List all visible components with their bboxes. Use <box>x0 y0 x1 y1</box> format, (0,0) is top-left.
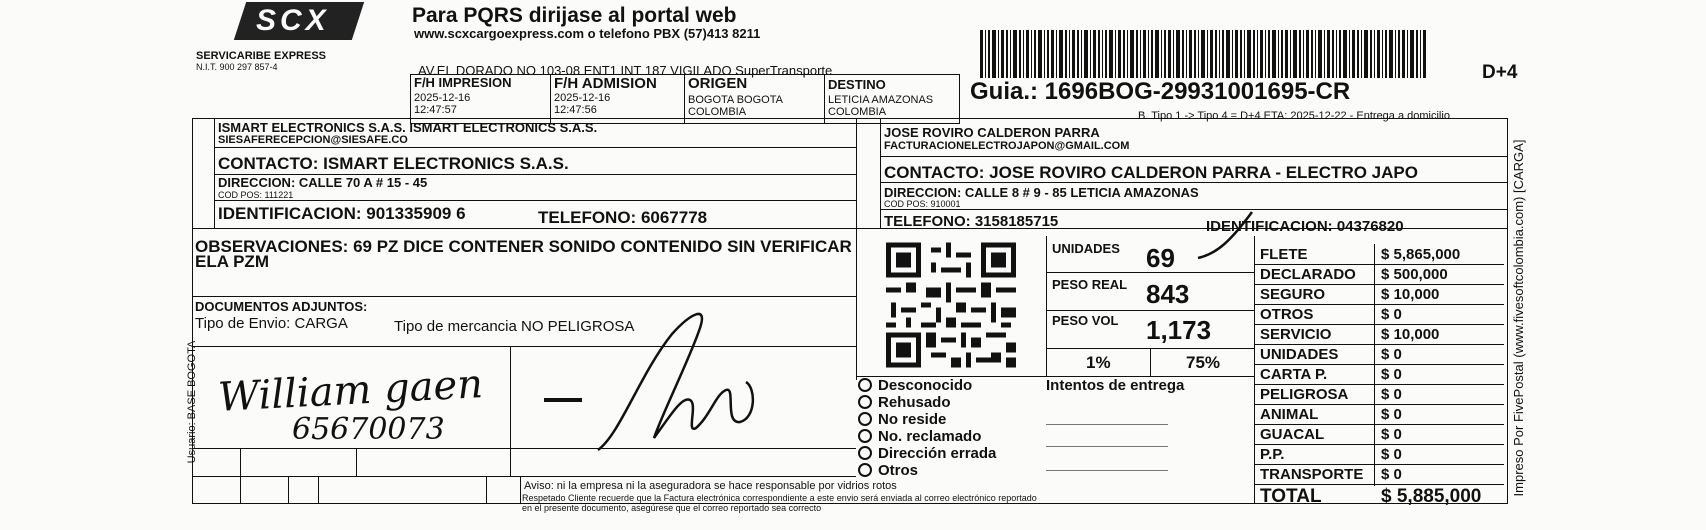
intentos-label: Intentos de entrega <box>1046 377 1185 394</box>
origen-country: COLOMBIA <box>688 106 747 118</box>
observaciones-line1: OBSERVACIONES: 69 PZ DICE CONTENER SONIDO CONTENIDO SIN VERIFICAR <box>195 237 852 256</box>
total-value: $ 5,885,000 <box>1381 486 1482 507</box>
charge-value: $ 10,000 <box>1381 286 1440 303</box>
guia-number: Guia.: 1696BOG-29931001695-CR <box>970 78 1351 105</box>
charge-value: $ 5,865,000 <box>1381 246 1461 263</box>
charge-value: $ 0 <box>1381 346 1402 363</box>
tipo-note: B. Tipo 1 -> Tipo 4 = D+4 ETA: 2025-12-22 - Entrega a domicilio <box>1138 110 1450 122</box>
company-name: SERVICARIBE EXPRESS <box>196 50 327 62</box>
peso-real-label: PESO REAL <box>1052 277 1128 292</box>
respetado-2: en el presente documento, asegúrese que el correo reportado sea correcto <box>522 503 822 513</box>
charge-value: $ 0 <box>1381 366 1402 383</box>
documentos-label: DOCUMENTOS ADJUNTOS: <box>195 299 368 314</box>
charge-label: P.P. <box>1260 446 1285 463</box>
charge-label: ANIMAL <box>1260 406 1319 423</box>
sender-contacto: CONTACTO: ISMART ELECTRONICS S.A.S. <box>218 154 569 173</box>
pct2: 75% <box>1186 353 1221 372</box>
service-code: D+4 <box>1482 62 1518 83</box>
charge-row <box>1256 444 1502 464</box>
handwritten-name: William gaen <box>216 361 484 421</box>
sender-email: SIESAFERECEPCION@SIESAFE.CO <box>218 134 408 146</box>
total-row <box>1256 484 1502 506</box>
status-direccion-errada[interactable]: Dirección errada <box>858 445 996 462</box>
handwritten-number: 65670073 <box>292 412 445 447</box>
qr-code <box>886 242 1016 368</box>
destino-label: DESTINO <box>828 77 886 92</box>
origen-label: ORIGEN <box>688 75 748 92</box>
aviso: Aviso: ni la empresa ni la aseguradora se hace responsable por vidrios rotos <box>524 480 897 492</box>
destino-country: COLOMBIA <box>828 106 887 118</box>
charge-row <box>1256 364 1502 384</box>
company-logo <box>238 0 360 42</box>
sender-identificacion: IDENTIFICACION: 901335909 6 <box>218 204 466 223</box>
charge-label: GUACAL <box>1260 426 1325 443</box>
receiver-direccion: DIRECCION: CALLE 8 # 9 - 85 LETICIA AMAZONAS <box>884 185 1199 200</box>
admision-label: F/H ADMISION <box>554 75 657 92</box>
charge-row <box>1256 404 1502 424</box>
charge-value: $ 0 <box>1381 386 1402 403</box>
sender-telefono: TELEFONO: 6067778 <box>538 208 708 227</box>
charge-row <box>1256 324 1502 344</box>
charge-value: $ 0 <box>1381 426 1402 443</box>
status-desconocido[interactable]: Desconocido <box>858 377 996 394</box>
charge-label: CARTA P. <box>1260 366 1328 383</box>
charge-row <box>1256 304 1502 324</box>
charge-row <box>1256 264 1502 284</box>
admision-date: 2025-12-16 <box>554 92 611 104</box>
charge-value: $ 0 <box>1381 306 1402 323</box>
receiver-contacto: CONTACTO: JOSE ROVIRO CALDERON PARRA - ELECTRO JAPO <box>884 163 1418 182</box>
signature <box>530 304 790 460</box>
unidades-label: UNIDADES <box>1052 241 1120 256</box>
respetado-1: Respetado Cliente recuerde que la Factura electrónica correspondiente a este envio será enviada al correo electrónico reportado <box>522 493 1037 503</box>
impresion-label: F/H IMPRESION <box>414 75 512 90</box>
charge-row <box>1256 284 1502 304</box>
impreso-side: Impreso Por FivePostal (www.fivesoftcolombia.com) [CARGA] <box>1511 139 1526 497</box>
company-address: AV.EL DORADO NO 103-08 ENT1 INT 187 VIGILADO SuperTransporte <box>418 63 833 78</box>
charge-row <box>1256 344 1502 364</box>
tipo-mercancia: Tipo de mercancia NO PELIGROSA <box>394 318 635 335</box>
peso-vol-value: 1,173 <box>1146 315 1212 345</box>
charge-label: TRANSPORTE <box>1260 466 1364 483</box>
status-no-reside[interactable]: No reside <box>858 411 996 428</box>
charge-label: PELIGROSA <box>1260 386 1349 403</box>
charge-row <box>1256 464 1502 484</box>
sender-direccion: DIRECCION: CALLE 70 A # 15 - 45 <box>218 175 428 190</box>
charge-label: OTROS <box>1260 306 1314 323</box>
peso-real-value: 843 <box>1146 279 1190 309</box>
impresion-date: 2025-12-16 <box>414 92 471 104</box>
web-phone: www.scxcargoexpress.com o telefono PBX (57)413 8211 <box>414 26 761 41</box>
charge-label: SEGURO <box>1260 286 1326 303</box>
charge-row <box>1256 384 1502 404</box>
receiver-name: JOSE ROVIRO CALDERON PARRA <box>884 125 1100 140</box>
receiver-email: FACTURACIONELECTROJAPON@GMAIL.COM <box>884 140 1130 152</box>
usuario-side: Usuario: BASE BOGOTA <box>186 340 198 464</box>
charge-label: DECLARADO <box>1260 266 1356 283</box>
sender-name: ISMART ELECTRONICS S.A.S. ISMART ELECTRONICS S.A.S. <box>218 120 598 135</box>
logo-text: SCX <box>256 4 330 37</box>
company-nit: N.I.T. 900 297 857-4 <box>196 62 278 72</box>
pqrs-headline: Para PQRS dirijase al portal web <box>412 4 737 27</box>
receiver-codpos: COD POS: 910001 <box>884 199 961 209</box>
tipo-envio: Tipo de Envio: CARGA <box>195 315 348 332</box>
charge-row <box>1256 244 1502 264</box>
impresion-time: 12:47:57 <box>414 104 457 116</box>
charge-value: $ 0 <box>1381 446 1402 463</box>
sender-codpos: COD POS: 111221 <box>218 190 294 200</box>
unidades-value: 69 <box>1146 243 1175 273</box>
charge-label: UNIDADES <box>1260 346 1339 363</box>
peso-vol-label: PESO VOL <box>1052 313 1119 328</box>
check-mark <box>1196 206 1256 266</box>
status-no-reclamado[interactable]: No. reclamado <box>858 428 996 445</box>
charge-label: FLETE <box>1260 246 1308 263</box>
charge-value: $ 0 <box>1381 406 1402 423</box>
status-otros[interactable]: Otros <box>858 462 996 479</box>
total-label: TOTAL <box>1260 486 1322 507</box>
status-rehusado[interactable]: Rehusado <box>858 394 996 411</box>
barcode <box>980 30 1500 80</box>
charge-value: $ 0 <box>1381 466 1402 483</box>
charge-value: $ 500,000 <box>1381 266 1448 283</box>
destino-city: LETICIA AMAZONAS <box>828 94 934 106</box>
admision-time: 12:47:56 <box>554 104 597 116</box>
charge-label: SERVICIO <box>1260 326 1332 343</box>
charge-value: $ 10,000 <box>1381 326 1440 343</box>
delivery-status <box>858 377 996 479</box>
origen-city: BOGOTA BOGOTA <box>688 94 783 106</box>
receiver-telefono: TELEFONO: 3158185715 <box>884 213 1059 230</box>
receiver-identificacion: IDENTIFICACION: 04376820 <box>1206 218 1404 235</box>
pct1: 1% <box>1086 353 1111 372</box>
observaciones-line2: ELA PZM <box>195 252 269 271</box>
charge-row <box>1256 424 1502 444</box>
